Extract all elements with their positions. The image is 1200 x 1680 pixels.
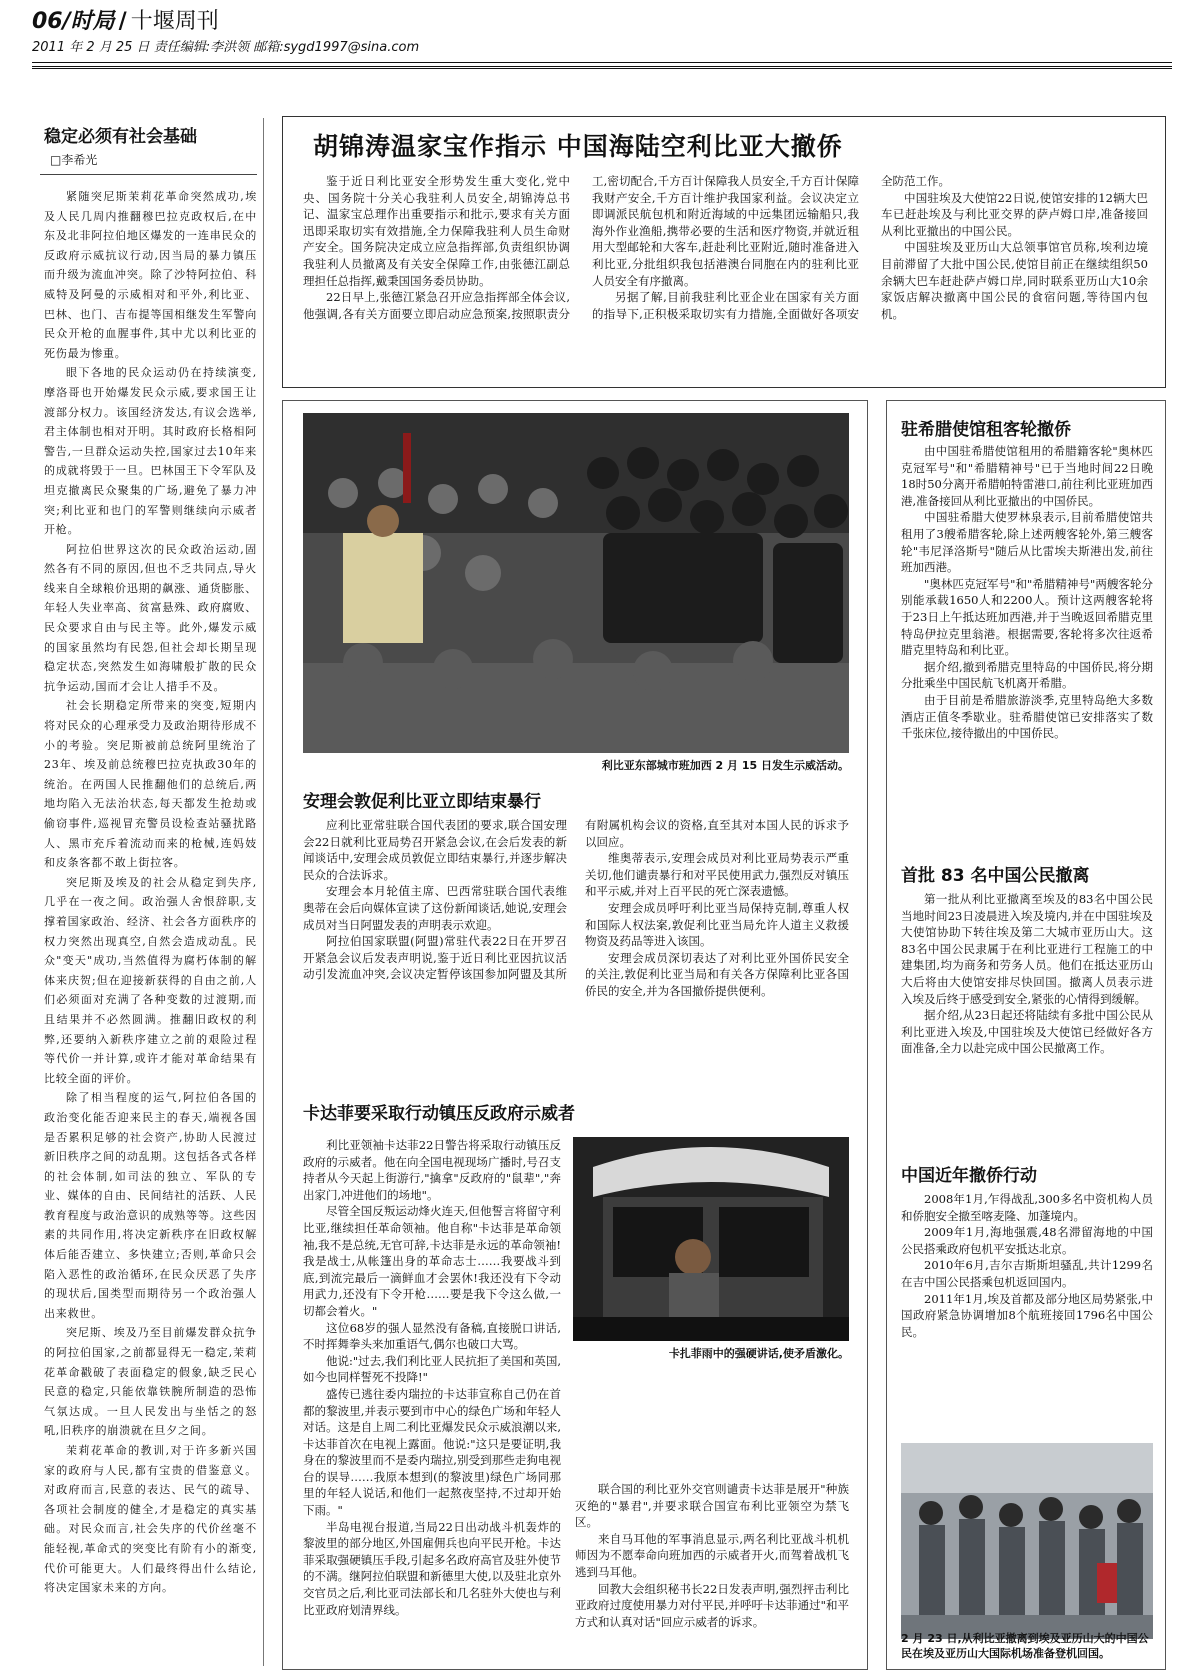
paragraph: 由中国驻希腊使馆租用的希腊籍客轮"奥林匹克冠军号"和"希腊精神号"已于当地时间22日晚18时50分离开希腊帕特雷港口,前往利比亚班加西港,准备接回从利比亚撤出的中国侨民。 [901,444,1153,508]
paragraph: 鉴于近日利比亚安全形势发生重大变化,党中央、国务院十分关心我驻利人员安全,胡锦涛总书记、温家宝总理作出重要指示和批示,要求有关方面迅即采取切实有效措施,全力保障我驻利人员生命财产安全。国务院决定成立应急指挥部,负责组织协调我驻利人员撤离及有关安全保障工作,由张德江副总理担任总指挥,戴秉国国务委员协助。 [303,174,570,288]
paragraph: 他说:"过去,我们利比亚人民抗拒了美国和英国,如今也同样誓死不投降!" [303,1353,561,1385]
lead-body [303,173,1148,383]
commentary-title: 稳定必须有社会基础 [44,127,197,147]
paragraph: 来自马耳他的军事消息显示,两名利比亚战斗机机师因为不愿奉命向班加西的示威者开火,而驾着战机飞逃到马耳他。 [575,1531,849,1579]
gaddafi-photo-caption: 卡扎菲雨中的强硬讲话,使矛盾激化。 [668,1347,849,1360]
gaddafi-photo [573,1137,849,1341]
masthead [32,4,592,38]
paragraph: 尽管全国反叛运动烽火连天,但他誓言将留守利比亚,继续担任革命领袖。他自称"卡达菲是革命领袖,我不是总统,无官可辞,卡达菲是永远的革命领袖!我是战士,从帐篷出身的革命志士……我要战斗到底,到流完最后一滴鲜血才会罢休!我还没有下令动用武力,还没有下令开枪……要是我下令这么做,一切都会着火。" [303,1204,561,1318]
paragraph: 利比亚领袖卡达菲22日警告将采取行动镇压反政府的示威者。他在向全国电视现场广播时,号召支持者从今天起上街游行,"擒拿"反政府的"鼠辈","奔出家门,冲进他们的场地"。 [303,1138,561,1202]
paper-name: 十堰周刊 [130,9,219,34]
gaddafi-photo-illustration [573,1137,849,1341]
paragraph: 据介绍,从23日起还将陆续有多批中国公民从利比亚进入埃及,中国驻埃及大使馆已经做好各方面准备,全力以赴完成中国公民撤离工作。 [901,1008,1153,1056]
paragraph: 盛传已逃往委内瑞拉的卡达菲宣称自己仍在首都的黎波里,并表示要到市中心的绿色广场和年轻人对话。这是自上周二利比亚爆发民众示威浪潮以来,卡达菲首次在电视上露面。他说:"这只是要证明,我身在的黎波里而不是委内瑞拉,别受到那些走狗电视台的误导……我原本想到(的黎波里)绿色广场同那里的年轻人说话,和他们一起熬夜坚持,不过却开始下雨。" [303,1386,561,1518]
paragraph: 由于目前是希腊旅游淡季,克里特岛绝大多数酒店正值冬季歇业。驻希腊使馆已安排落实了数千张床位,接待撤出的中国侨民。 [901,692,1153,741]
paragraph: 阿拉伯世界这次的民众政治运动,固然各有不同的原因,但也不乏共同点,导火线来自全球粮价迅期的飙涨、通货膨胀、年轻人失业率高、贫富悬殊、政府腐败、民众要求自由与民主等。此外,爆发示威的国家虽然均有民怨,但社会却长期呈现稳定状态,突然发生如海啸般扩散的民众抗争运动,国而才会让人措手不及。 [44,542,257,693]
paragraph: 安理会成员深切表达了对利比亚外国侨民安全的关注,敦促利比亚当局和有关各方保障利比亚各国侨民的安全,并为各国撤侨提供便利。 [585,950,849,998]
paragraph: 另据了解,目前我驻利比亚企业在国家有关方面的指导下,正积极采取切实有力措施,全面做好各项安全防范工作。 [592,174,950,321]
paragraph: 阿拉伯国家联盟(阿盟)常驻代表22日在开罗召开紧急会议后发表声明说,鉴于近日利比亚因抗议活动引发流血冲突,会议决定暂停该国参加阿盟及其所有附属机构会议的资格,直至其对本国人民的诉求予以回应。 [303,818,849,982]
protest-photo [303,413,849,753]
paragraph: 应利比亚常驻联合国代表团的要求,联合国安理会22日就利比亚局势召开紧急会议,在会后发表的新闻谈话中,安理会成员敦促立即结束暴行,并逐步解决民众的合法诉求。 [303,818,567,882]
masthead-separator: / [118,8,127,34]
paragraph: 突尼斯、埃及乃至目前爆发群众抗争的阿拉伯国家,之前都显得无一稳定,茉莉花革命戳破了表面稳定的假象,缺乏民心民意的稳定,只能依靠铁腕所制造的恐怖气氛达成。一旦人民发出与坐恬之的怒吼,旧秩序的崩溃就在旦夕之间。 [44,1326,257,1438]
paragraph: 2008年1月,乍得战乱,300多名中资机构人员和侨胞安全撤至喀麦隆、加蓬境内。 [901,1192,1153,1223]
protest-photo-caption: 利比亚东部城市班加西 2 月 15 日发生示威活动。 [601,759,849,772]
lead-headline: 胡锦涛温家宝作指示 中国海陆空利比亚大撤侨 [313,132,843,161]
paragraph: 社会长期稳定所带来的突变,短期内将对民众的心理承受力及政治期待形成不小的考验。突尼斯被前总统阿里统治了23年、埃及前总统穆巴拉克执政30年的统治。在两国人民推翻他们的总统后,两地均陷入无法治状态,每天都发生抢劫或偷窃事件,巡视冒充警员设检查站骚扰路人、黑市充斥着流动而来的枪械,连妈妓和皮条客都不敢上街拉客。 [44,699,257,870]
middle-section [282,400,868,1670]
paragraph: 中国驻埃及亚历山大总领事馆官员称,埃利边境目前滞留了大批中国公民,使馆目前正在继续组织50余辆大巴车赶赴萨卢姆口岸,同时联系亚历山大10余家饭店解决撤离中国公民的食宿问题,等待国内包机。 [881,240,1148,321]
evacuees-photo [901,1443,1153,1639]
paragraph: 安理会本月轮值主席、巴西常驻联合国代表维奥蒂在会后向媒体宣读了这份新闻谈话,她说,安理会成员对当日阿盟发表的声明表示欢迎。 [303,884,567,932]
paragraph: 中国驻埃及大使馆22日说,使馆安排的12辆大巴车已赶赴埃及与利比亚交界的萨卢姆口岸,准备接回从利比亚撤出的中国公民。 [881,190,1148,238]
evacuees-photo-caption: 2 月 23 日,从利比亚撤离到埃及亚历山大的中国公民在埃及亚历山大国际机场准备登机回国。 [901,1632,1149,1660]
paragraph: 维奥蒂表示,安理会成员对利比亚局势表示严重关切,他们谴责暴行和对平民使用武力,强烈反对镇压和平示威,并对上百平民的死亡深表遗憾。 [585,851,849,899]
masthead-rule [32,62,1172,63]
paragraph: 茉莉花革命的教训,对于许多新兴国家的政府与人民,都有宝贵的借鉴意义。对政府而言,民意的表达、民气的疏导、各项社会制度的健全,才是稳定的真实基础。对民众而言,社会失序的代价丝毫不能轻视,革命式的突变比有阶有小的渐变,代价可能更大。人们最终得出什么结论,将决定国家未来的方向。 [44,1444,257,1595]
masthead-double-rule [32,66,1172,69]
lead-article [282,116,1166,388]
paragraph: 第一批从利比亚撤离至埃及的83名中国公民当地时间23日凌晨进入埃及境内,并在中国驻埃及大使馆协助下转往埃及第二大城市亚历山大。这83名中国公民隶属于在利比亚进行工程施工的中建集团,均为商务和劳务人员。他们在抵达亚历山大后将由大使馆安排尽快回国。撤离人员表示进入埃及后终于感受到安全,紧张的心情得到缓解。 [901,892,1153,1006]
paragraph: 中国驻希腊大使罗林泉表示,目前希腊使馆共租用了3艘希腊客轮,除上述两艘客轮外,第三艘客轮"韦尼泽洛斯号"随后从比雷埃夫斯港出发,前往班加西港。 [901,510,1153,575]
un-body [303,817,849,1073]
section-name: 时局 [70,9,115,34]
paragraph: "奥林匹克冠军号"和"希腊精神号"两艘客轮分别能承载1650人和2200人。预计这两艘客轮将于23日上午抵达班加西港,并于当晚返回希腊克里特岛伊拉克里翁港。根据需要,客轮将多次往返希腊克里特岛和利比亚。 [901,576,1153,658]
paragraph: 2009年1月,海地强震,48名滞留海地的中国公民搭乘政府包机平安抵达北京。 [901,1225,1153,1256]
recent-headline: 中国近年撤侨行动 [901,1166,1037,1186]
paragraph: 安理会成员呼吁利比亚当局保持克制,尊重人权和国际人权法案,敦促利比亚当局允许人道主义救援物资及药品等进入该国。 [585,900,849,949]
paragraph: 眼下各地的民众运动仍在持续演变,摩洛哥也开始爆发民众示威,要求国王让渡部分权力。该国经济发达,有议会选举,君主体制也相对开明。其时政府长格相阿警告,一旦群众运动失控,国家过去10年来的成就将毁于一旦。巴林国王下令军队及坦克撤离民众聚集的广场,避免了暴力冲突;利比亚和也门的军警则继续向示威者开枪。 [44,366,257,537]
protest-photo-illustration [303,413,849,753]
page-number: 06/ [32,9,71,34]
evacuees-photo-illustration [901,1443,1153,1639]
gaddafi-body-right [575,1481,849,1657]
right-column [886,400,1166,1670]
recent-body [901,1191,1153,1431]
paragraph: 这位68岁的强人显然没有备稿,直接脱口讲话,不时挥舞拳头来加重语气,偶尔也破口大骂。 [303,1320,561,1352]
commentary-column [34,118,264,1666]
greece-body [901,443,1153,803]
paragraph: 回教大会组织秘书长22日发表声明,强烈抨击利比亚政府过度使用暴力对付平民,并呼吁卡达菲通过"和平方式和认真对话"回应示威者的诉求。 [575,1581,849,1629]
paragraph: 紧随突尼斯茉莉花革命突然成功,埃及人民几周内推翻穆巴拉克政权后,在中东及北非阿拉伯地区爆发的一连串民众的反政府示威抗议行动,因当局的暴力镇压而升级为流血冲突。除了沙特阿拉伯、科威特及阿曼的示威相对和平外,利比亚、巴林、也门、吉布提等国相继发生军警向民众开枪的血腥事件,其中尤以利比亚的死伤最为惨重。 [44,190,257,360]
paragraph: 22日早上,张德江紧急召开应急指挥部全体会议,他强调,各有关方面要立即启动应急预案,按照职责分工,密切配合,千方百计保障我人员安全,千方百计保障我财产安全,千方百计维护我国家利益。会议决定立即调派民航包机和附近海域的中远集团远输船只,我海外作业渔船,携带必要的生活和医疗物资,并就近租用大型邮轮和大客车,赶赴利比亚附近,随时准备进入利比亚,分批组织我包括港澳台同胞在内的驻利比亚人员安全有序撤离。 [303,174,859,321]
paragraph: 除了相当程度的运气,阿拉伯各国的政治变化能否迎来民主的春天,端视各国是否累积足够的社会资产,协助人民渡过新旧秩序之间的动乱期。这包括各式各样的社会体制,如司法的独立、军队的专业、媒体的自由、民间结社的活跃、人民教育程度与政治意识的成熟等等。这些因素的共同作用,将决定新秩序在旧政权解体后能否建立、多快建立;否则,革命只会陷入恶性的政治循环,在民众厌恶了失序的现状后,国类型而期待另一个政治强人出来救世。 [44,1091,257,1320]
commentary-body [34,181,263,1598]
paragraph: 半岛电视台报道,当局22日出动战斗机轰炸的黎波里的部分地区,外国雇佣兵也向平民开枪。卡达菲采取强硬镇压手段,引起多名政府高官及驻外使节的不满。继阿拉伯联盟和新德里大使,以及驻北京外交官员之后,利比亚司法部长和几名驻外大使也与利比亚政府划清界线。 [303,1519,561,1617]
paragraph: 据介绍,撤到希腊克里特岛的中国侨民,将分期分批乘坐中国民航飞机离开希腊。 [901,659,1153,691]
commentary-byline: □李希光 [40,149,257,175]
paragraph: 联合国的利比亚外交官则谴责卡达菲是展开"种族灭绝的"暴君",并要求联合国宣布利比亚领空为禁飞区。 [575,1482,849,1530]
date-editor-line: 2011 年 2 月 25 日 责任编辑:李洪领 邮箱:sygd1997@sina.com [32,40,420,55]
un-headline: 安理会敦促利比亚立即结束暴行 [303,792,541,812]
paragraph: 2010年6月,吉尔吉斯斯坦骚乱,共计1299名在吉中国公民搭乘包机返回国内。 [901,1258,1153,1289]
paragraph: 2011年1月,埃及首都及部分地区局势紧张,中国政府紧急协调增加8个航班接回1796名中国公民。 [901,1291,1153,1339]
gaddafi-body-left [303,1137,561,1655]
first83-body [901,891,1153,1139]
paragraph: 突尼斯及埃及的社会从稳定到失序,几乎在一夜之间。政治强人舍恨辞职,支撑着国家政治、经济、社会各方面秩序的权力突然出现真空,自然会造成动乱。民众"变天"成功,当然值得为腐朽体制的解体来庆贺;但在迎接新获得的自由之前,人们必须面对充满了各种变数的过渡期,而且结果并不必然圆满。推翻旧政权的利弊,还要纳入新秩序建立之前的艰险过程等代价一并计算,或许才能对革命结果有比较全面的评价。 [44,875,257,1085]
greece-headline: 驻希腊使馆租客轮撤侨 [901,420,1071,440]
first83-headline: 首批 83 名中国公民撤离 [901,866,1090,886]
gaddafi-headline: 卡达菲要采取行动镇压反政府示威者 [303,1104,575,1124]
